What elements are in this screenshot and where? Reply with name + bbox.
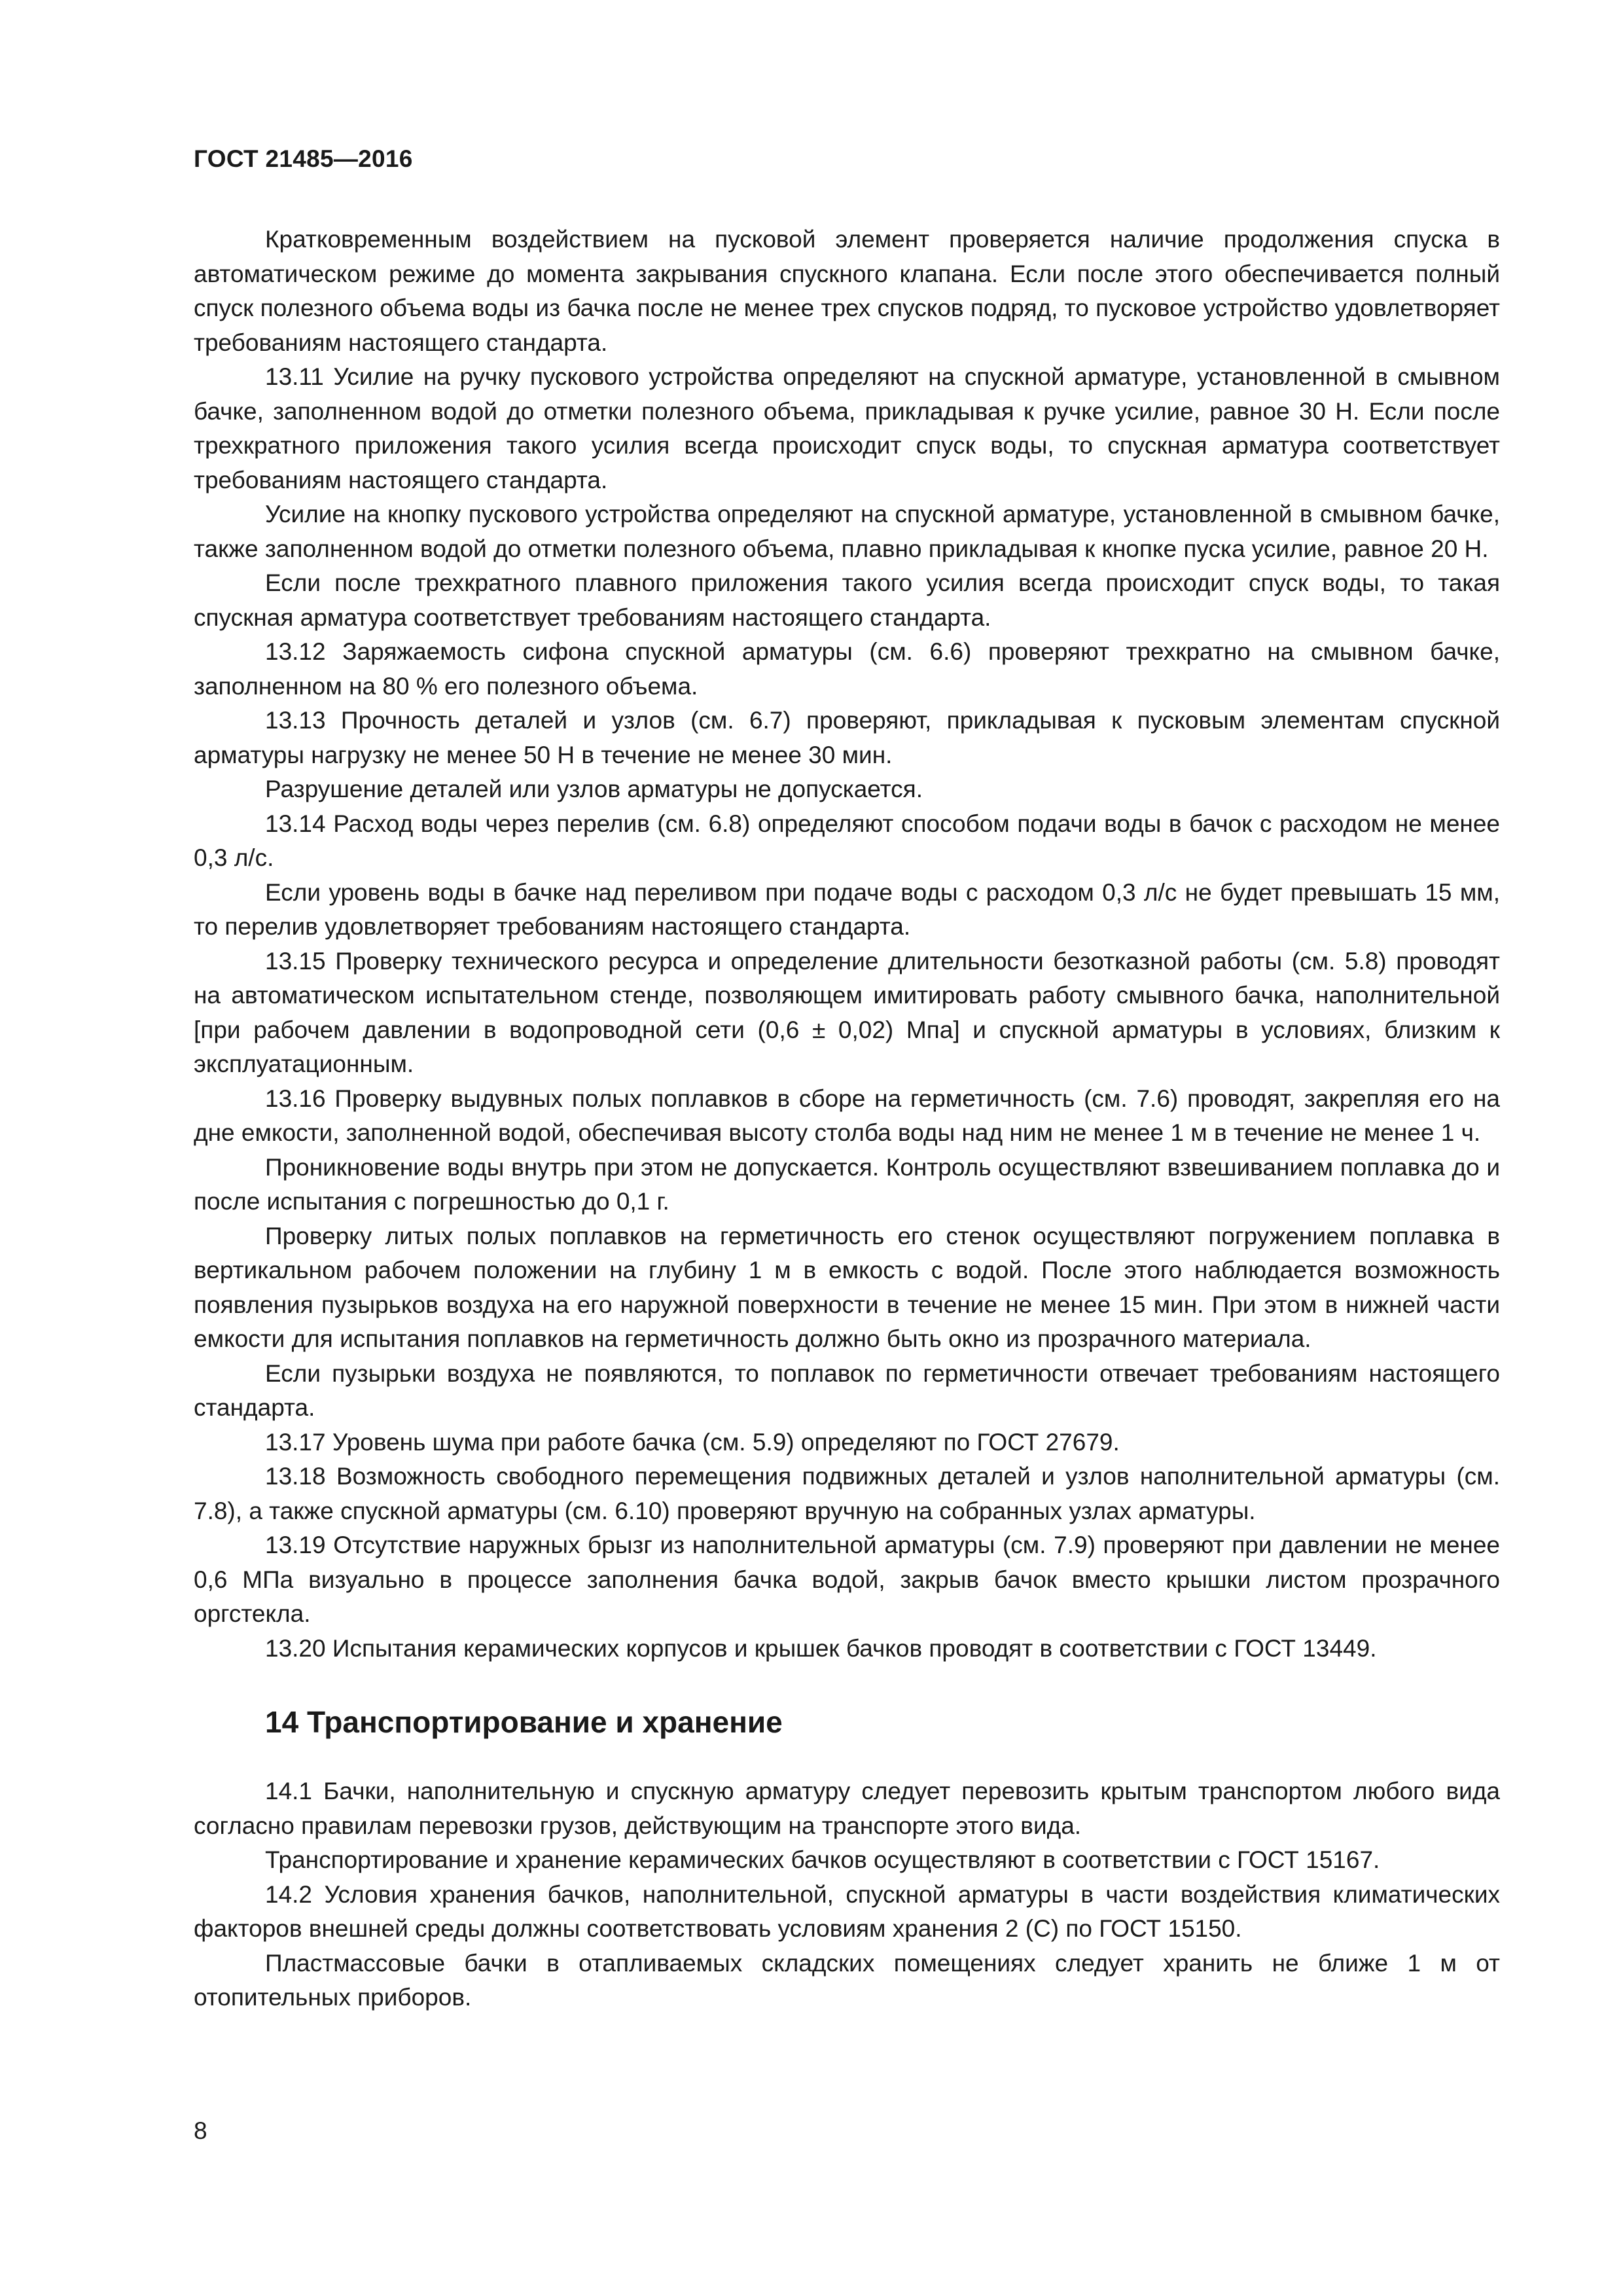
page-number: 8 bbox=[194, 2117, 207, 2144]
paragraph-13-16-float-tightness: 13.16 Проверку выдувных полых поплавков в сборе на герметичность (см. 7.6) проводят, закрепляя его на дне емкости, заполненной водой, обеспечивая высоту столба воды над ним не менее 1 м в течение не менее 1 ч. bbox=[194, 1085, 1500, 1146]
paragraph-13-17-noise: 13.17 Уровень шума при работе бачка (см. 5.9) определяют по ГОСТ 27679. bbox=[265, 1428, 1120, 1456]
paragraph-ceramic-transport: Транспортирование и хранение керамических бачков осуществляют в соответствии с ГОСТ 15167. bbox=[265, 1846, 1380, 1873]
paragraph-overflow-result: Если уровень воды в бачке над переливом при подаче воды с расходом 0,3 л/с не будет превышать 15 мм, то перелив удовлетворяет требованиям настоящего стандарта. bbox=[194, 878, 1500, 940]
document-body bbox=[194, 223, 1500, 2015]
paragraph-no-destruction: Разрушение деталей или узлов арматуры не допускается. bbox=[265, 776, 923, 802]
paragraph-button-force-result: Если после трехкратного плавного приложения такого усилия всегда происходит спуск воды, то такая спускная арматура соответствует требованиям настоящего стандарта. bbox=[194, 569, 1500, 631]
paragraph-13-19-splash: 13.19 Отсутствие наружных брызг из наполнительной арматуры (см. 7.9) проверяют при давлении не менее 0,6 МПа визуально в процессе заполнения бачка водой, закрыв бачок вместо крышки листом прозрачного оргстекла. bbox=[194, 1532, 1500, 1627]
paragraph-13-13-strength: 13.13 Прочность деталей и узлов (см. 6.7) проверяют, прикладывая к пусковым элементам спускной арматуры нагрузку не менее 50 Н в течение не менее 30 мин. bbox=[194, 707, 1500, 768]
paragraph-13-18-movement: 13.18 Возможность свободного перемещения подвижных деталей и узлов наполнительной арматуры (см. 7.8), а также спускной арматуры (см. 6.10) проверяют вручную на собранных узлах арматуры. bbox=[194, 1463, 1500, 1524]
paragraph-water-penetration: Проникновение воды внутрь при этом не допускается. Контроль осуществляют взвешиванием поплавка до и после испытания с погрешностью до 0,1 г. bbox=[194, 1153, 1500, 1215]
paragraph-13-20-ceramic: 13.20 Испытания керамических корпусов и крышек бачков проводят в соответствии с ГОСТ 13449. bbox=[265, 1634, 1377, 1662]
paragraph-bubbles-result: Если пузырьки воздуха не появляются, то поплавок по герметичности отвечает требованиям настоящего стандарта. bbox=[194, 1359, 1500, 1421]
paragraph-14-2-storage-conditions: 14.2 Условия хранения бачков, наполнительной, спускной арматуры в части воздействия климатических факторов внешней среды должны соответствовать условиям хранения 2 (С) по ГОСТ 15150. bbox=[194, 1880, 1500, 1942]
paragraph-cast-float-check: Проверку литых полых поплавков на герметичность его стенок осуществляют погружением поплавка в вертикальном рабочем положении на глубину 1 м в емкость с водой. После этого наблюдается возможность появления пузырьков воздуха на его наружной поверхности в течение не менее 15 мин. При этом в нижней части емкости для испытания поплавков на герметичность должно быть окно из прозрачного материала. bbox=[194, 1222, 1500, 1352]
paragraph-auto-flush-check: Кратковременным воздействием на пусковой элемент проверяется наличие продолжения спуска в автоматическом режиме до момента закрывания спускного клапана. Если после этого обеспечивается полный спуск полезного объема воды из бачка после не менее трех спусков подряд, то пусковое устройство удовлетворяет требованиям настоящего стандарта. bbox=[194, 226, 1500, 356]
paragraph-button-force: Усилие на кнопку пускового устройства определяют на спускной арматуре, установленной в смывном бачке, также заполненном водой до отметки полезного объема, плавно прикладывая к кнопке пуска усилие, равное 20 Н. bbox=[194, 501, 1500, 562]
section-heading-transport-storage: 14 Транспортирование и хранение bbox=[265, 1705, 783, 1739]
paragraph-13-12-siphon: 13.12 Заряжаемость сифона спускной арматуры (см. 6.6) проверяют трехкратно на смывном бачке, заполненном на 80 % его полезного объема. bbox=[194, 638, 1500, 700]
paragraph-13-11-handle-force: 13.11 Усилие на ручку пускового устройства определяют на спускной арматуре, установленной в смывном бачке, заполненном водой до отметки полезного объема, прикладывая к ручке усилие, равное 30 Н. Если после трехкратного приложения такого усилия всегда происходит спуск воды, то спускная арматура соответствует требованиям настоящего стандарта. bbox=[194, 363, 1500, 493]
paragraph-13-14-overflow: 13.14 Расход воды через перелив (см. 6.8) определяют способом подачи воды в бачок с расходом не менее 0,3 л/с. bbox=[194, 810, 1500, 871]
paragraph-plastic-storage: Пластмассовые бачки в отапливаемых складских помещениях следует хранить не ближе 1 м от отопительных приборов. bbox=[194, 1949, 1500, 2011]
paragraph-13-15-resource: 13.15 Проверку технического ресурса и определение длительности безотказной работы (см. 5.8) проводят на автоматическом испытательном стенде, позволяющем имитировать работу смывного бачка, наполнительной [при рабочем давлении в водопроводной сети (0,6 ± 0,02) Мпа] и спускной арматуры в условиях, близким к эксплуатационным. bbox=[194, 947, 1500, 1077]
page-header-standard-id: ГОСТ 21485—2016 bbox=[194, 145, 413, 172]
paragraph-14-1-transport: 14.1 Бачки, наполнительную и спускную арматуру следует перевозить крытым транспортом любого вида согласно правилам перевозки грузов, действующим на транспорте этого вида. bbox=[194, 1778, 1500, 1839]
